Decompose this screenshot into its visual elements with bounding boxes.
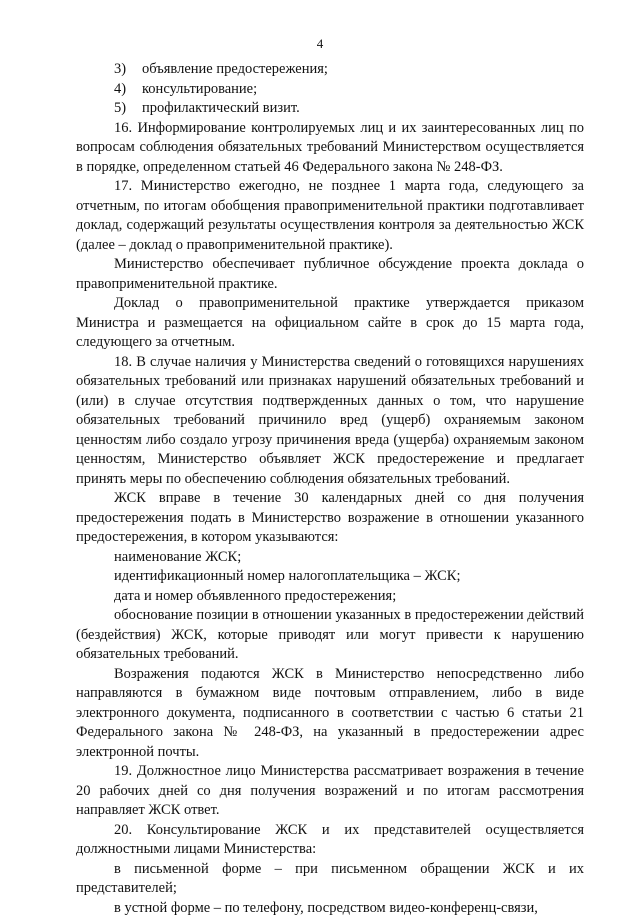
document-body [76,60,584,918]
paragraph-report-approval: Доклад о правоприменительной практике утверждается приказом Министра и размещается на официальном сайте в срок до 15 марта года, следующего за отчетным. [76,294,584,353]
paragraph-public-discussion: Министерство обеспечивает публичное обсуждение проекта доклада о правоприменительной практике. [76,255,584,294]
paragraph-16-informing: 16. Информирование контролируемых лиц и их заинтересованных лиц по вопросам соблюдения обязательных требований Министерством осуществляется в порядке, определенном статьей 46 Федерального закона № 248-ФЗ. [76,119,584,178]
paragraph-objection-right: ЖСК вправе в течение 30 календарных дней со дня получения предостережения подать в Министерство возражение в отношении указанного предостережения, в котором указываются: [76,489,584,548]
list-item-number: 4) [114,80,142,100]
paragraph-objection-submission: Возражения подаются ЖСК в Министерство непосредственно либо направляются в бумажном виде почтовым отправлением, либо в виде электронного документа, подписанного в соответствии с частью 6 статьи 21 Федерального закона № 248-ФЗ, на указанный в предостережении адрес электронной почты. [76,665,584,763]
paragraph-objection-date-number: дата и номер объявленного предостережения; [76,587,584,607]
paragraph-18-warning: 18. В случае наличия у Министерства сведений о готовящихся нарушениях обязательных требований или признаках нарушений обязательных требований и (или) в случае отсутствия подтвержденных данных о том, что нарушение обязательных требований причинило вред (ущерб) охраняемым законом ценностям либо создало угрозу причинения вреда (ущерба) охраняемым законом ценностям, Министерство объявляет ЖСК предостережение и предлагает принять меры по обеспечению соблюдения обязательных требований. [76,353,584,490]
list-item-text: профилактический визит. [142,100,300,116]
paragraph-17-report: 17. Министерство ежегодно, не позднее 1 марта года, следующего за отчетным, по итогам обобщения правоприменительной практики подготавливает доклад, содержащий результаты осуществления контроля за деятельностью ЖСК (далее – доклад о правоприменительной практике). [76,177,584,255]
list-item-number: 3) [114,60,142,80]
paragraph-20-consulting: 20. Консультирование ЖСК и их представителей осуществляется должностными лицами Министерства: [76,821,584,860]
paragraph-19-review: 19. Должностное лицо Министерства рассматривает возражения в течение 20 рабочих дней со дня получения возражений и по итогам рассмотрения направляет ЖСК ответ. [76,762,584,821]
page-number: 4 [0,36,640,52]
paragraph-written-form: в письменной форме – при письменном обращении ЖСК и их представителей; [76,860,584,899]
paragraph-objection-justification: обоснование позиции в отношении указанных в предостережении действий (бездействия) ЖСК, которые приводят или могут привести к нарушению обязательных требований. [76,606,584,665]
list-item-text: объявление предостережения; [142,61,328,77]
list-item [76,80,584,100]
list-item-text: консультирование; [142,81,257,97]
paragraph-objection-name: наименование ЖСК; [76,548,584,568]
paragraph-objection-inn: идентификационный номер налогоплательщика – ЖСК; [76,567,584,587]
list-item [76,99,584,119]
list-item [76,60,584,80]
paragraph-oral-form: в устной форме – по телефону, посредством видео-конференц-связи, [76,899,584,918]
list-item-number: 5) [114,99,142,119]
